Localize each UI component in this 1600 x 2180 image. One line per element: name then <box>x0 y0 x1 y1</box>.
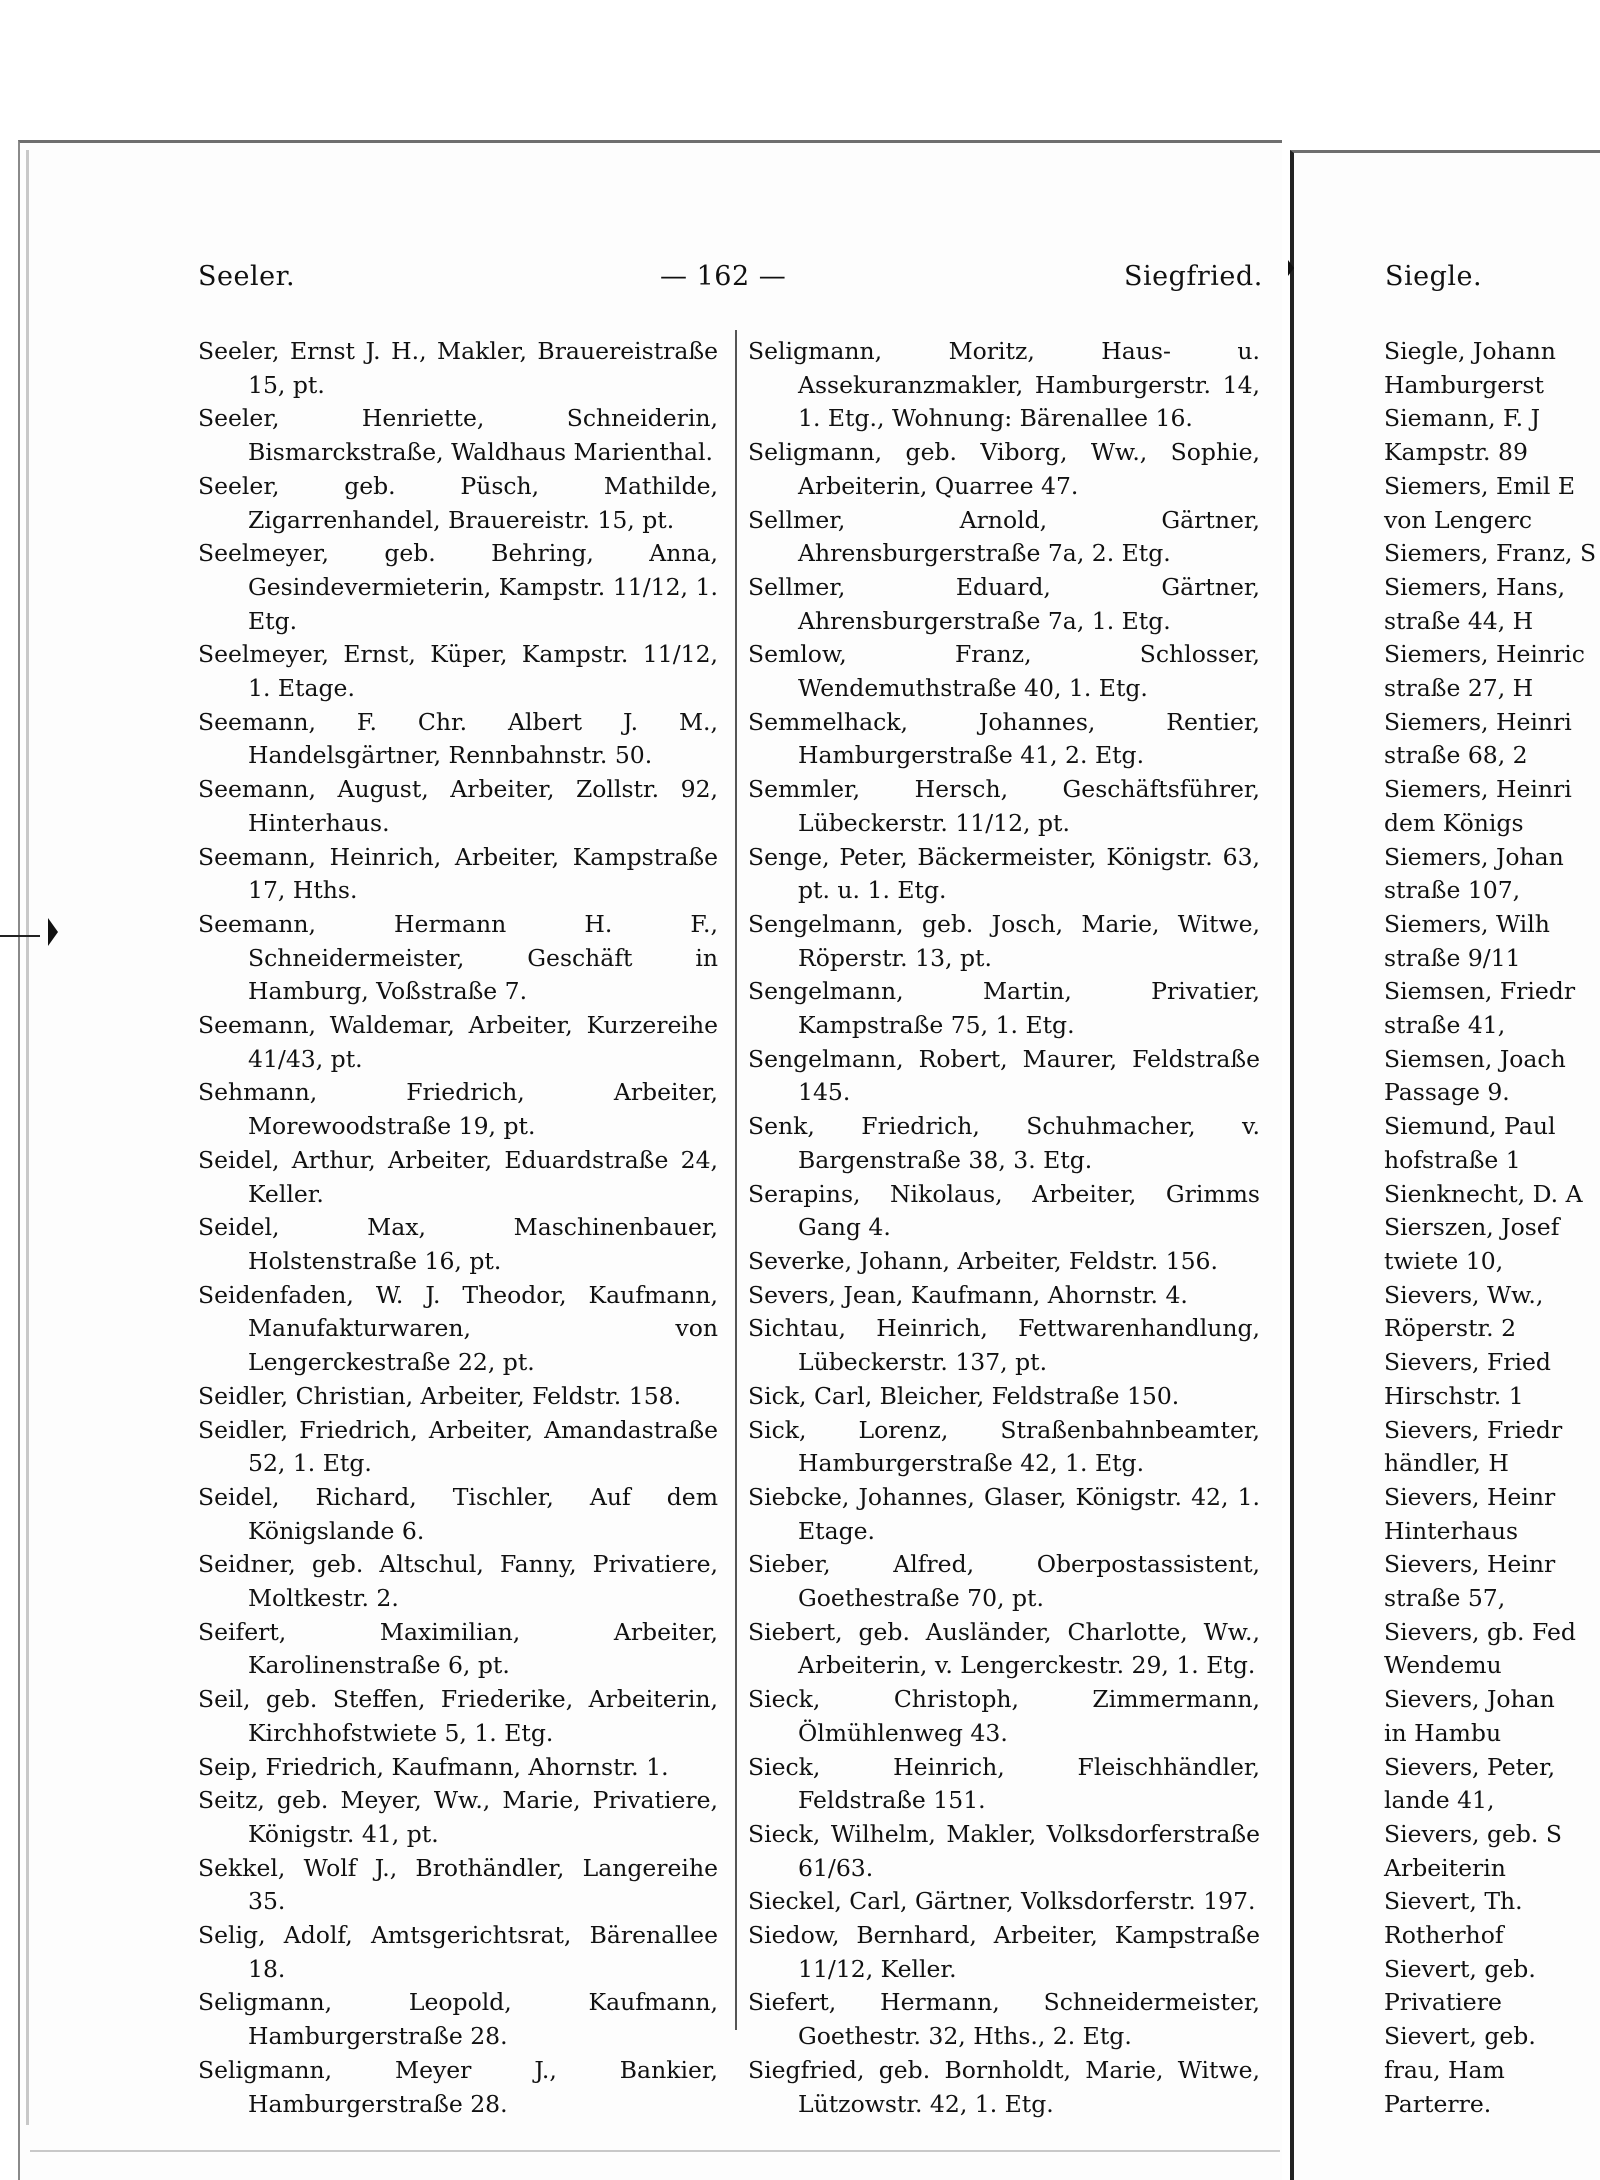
directory-entry: Siemers, Hans, <box>1384 572 1566 601</box>
directory-entry: Semmler, Hersch, Geschäftsführer, Lübeckerstr. 11/12, pt. <box>748 775 1260 837</box>
directory-entry: Senge, Peter, Bäckermeister, Königstr. 63, pt. u. 1. Etg. <box>748 842 1260 905</box>
directory-entry: Siegfried, geb. Bornholdt, Marie, Witwe, Lützowstr. 42, 1. Etg. <box>748 2055 1260 2118</box>
directory-entry: Siemers, Emil E <box>1384 471 1576 500</box>
directory-entry: Siemers, Heinri <box>1384 707 1572 736</box>
directory-entry: straße 27, H <box>1384 674 1534 703</box>
directory-entry: Senk, Friedrich, Schuhmacher, v. Bargenstraße 38, 3. Etg. <box>748 1112 1260 1174</box>
directory-entry: Sengelmann, Martin, Privatier, Kampstraße 75, 1. Etg. <box>748 977 1260 1040</box>
directory-entry: Sievers, Heinr <box>1384 1482 1556 1511</box>
directory-entry: Seemann, August, Arbeiter, Zollstr. 92, Hinterhaus. <box>198 775 718 837</box>
directory-entry: Sieck, Christoph, Zimmermann, Ölmühlenweg 43. <box>748 1685 1260 1747</box>
directory-entry: Sievers, Peter, <box>1384 1752 1556 1781</box>
directory-entry: händler, H <box>1384 1449 1509 1478</box>
directory-entry: Hamburgerst <box>1384 370 1544 399</box>
directory-entry: Sieckel, Carl, Gärtner, Volksdorferstr. 197. <box>748 1887 1256 1916</box>
directory-entry: Sievert, geb. <box>1384 1954 1536 1983</box>
directory-entry: Siemers, Heinri <box>1384 775 1572 804</box>
directory-entry: Seil, geb. Steffen, Friederike, Arbeiterin, Kirchhofstwiete 5, 1. Etg. <box>198 1685 718 1747</box>
directory-entry: Sievers, Johan <box>1384 1685 1555 1714</box>
directory-entry: Passage 9. <box>1384 1078 1510 1107</box>
directory-entry: hofstraße 1 <box>1384 1145 1521 1174</box>
directory-entry: Seligmann, Moritz, Haus- u. Assekuranzmakler, Hamburgerstr. 14, 1. Etg., Wohnung: Bärenallee 16. <box>748 337 1260 433</box>
page-bottom-edge <box>30 2150 1280 2152</box>
directory-entry: Kampstr. 89 <box>1384 438 1528 467</box>
directory-entry: dem Königs <box>1384 808 1524 837</box>
directory-entry: straße 57, <box>1384 1584 1506 1613</box>
directory-entry: Sick, Carl, Bleicher, Feldstraße 150. <box>748 1381 1180 1410</box>
directory-entry: Sekkel, Wolf J., Brothändler, Langereihe 35. <box>198 1853 718 1916</box>
binding-edge-marker <box>48 918 58 946</box>
directory-entry: Sieck, Heinrich, Fleischhändler, Feldstraße 151. <box>748 1752 1260 1815</box>
directory-entry: Sieber, Alfred, Oberpostassistent, Goethestraße 70, pt. <box>748 1550 1260 1613</box>
directory-entry: Seidel, Arthur, Arbeiter, Eduardstraße 24, Keller. <box>198 1145 718 1208</box>
directory-entry: Hirschstr. 1 <box>1384 1381 1524 1410</box>
directory-entry: Sierszen, Josef <box>1384 1213 1560 1242</box>
directory-entry: Sieck, Wilhelm, Makler, Volksdorferstraße 61/63. <box>748 1819 1260 1882</box>
directory-entry: Seidler, Friedrich, Arbeiter, Amandastraße 52, 1. Etg. <box>198 1415 718 1478</box>
directory-entry: frau, Ham <box>1384 2055 1505 2084</box>
directory-entry: straße 9/11 <box>1384 943 1521 972</box>
directory-entry: Siebert, geb. Ausländer, Charlotte, Ww., Arbeiterin, v. Lengerckestr. 29, 1. Etg. <box>748 1617 1260 1680</box>
directory-entry: Hinterhaus <box>1384 1516 1519 1545</box>
directory-entry: Seeler, Henriette, Schneiderin, Bismarckstraße, Waldhaus Marienthal. <box>198 404 718 467</box>
directory-entry: Siemann, F. J <box>1384 404 1541 433</box>
directory-entry: Seidner, geb. Altschul, Fanny, Privatiere, Moltkestr. 2. <box>198 1550 718 1613</box>
directory-entry: Privatiere <box>1384 1988 1502 2017</box>
directory-entry: Seidel, Max, Maschinenbauer, Holstenstraße 16, pt. <box>198 1213 718 1275</box>
page-number: — 162 — <box>660 261 787 292</box>
directory-entry: von Lengerc <box>1384 505 1533 534</box>
next-page-header-keyword: Siegle. <box>1385 261 1483 292</box>
right-column <box>748 335 1260 2121</box>
directory-entry: Sievers, Ww., <box>1384 1280 1544 1309</box>
directory-entry: Sengelmann, Robert, Maurer, Feldstraße 145. <box>748 1044 1260 1107</box>
directory-entry: Seifert, Maximilian, Arbeiter, Karolinenstraße 6, pt. <box>198 1617 718 1680</box>
directory-entry: Sievers, geb. S <box>1384 1819 1562 1848</box>
directory-entry: Seidenfaden, W. J. Theodor, Kaufmann, Manufakturwaren, von Lengerckestraße 22, pt. <box>198 1280 718 1377</box>
directory-entry: Sellmer, Arnold, Gärtner, Ahrensburgerstraße 7a, 2. Etg. <box>748 505 1260 568</box>
directory-entry: straße 68, 2 <box>1384 741 1528 770</box>
directory-entry: twiete 10, <box>1384 1246 1504 1275</box>
directory-entry: straße 44, H <box>1384 606 1534 635</box>
directory-entry: Siemsen, Joach <box>1384 1044 1566 1073</box>
directory-entry: Seidel, Richard, Tischler, Auf dem Königslande 6. <box>198 1482 718 1545</box>
column-divider <box>735 330 737 2030</box>
next-page-column <box>1384 335 1600 2121</box>
directory-entry: Siemers, Franz, S <box>1384 539 1597 568</box>
directory-entry: Sehmann, Friedrich, Arbeiter, Morewoodstraße 19, pt. <box>198 1078 718 1141</box>
directory-entry: Seemann, Heinrich, Arbeiter, Kampstraße 17, Hths. <box>198 842 718 905</box>
directory-entry: Severke, Johann, Arbeiter, Feldstr. 156. <box>748 1246 1218 1275</box>
page-inner-edge <box>26 150 29 2125</box>
directory-entry: Sievers, Heinr <box>1384 1550 1556 1579</box>
directory-entry: Sellmer, Eduard, Gärtner, Ahrensburgerstraße 7a, 1. Etg. <box>748 572 1260 635</box>
directory-entry: Serapins, Nikolaus, Arbeiter, Grimms Gang 4. <box>748 1179 1260 1242</box>
directory-entry: Siefert, Hermann, Schneidermeister, Goethestr. 32, Hths., 2. Etg. <box>748 1988 1260 2051</box>
header-left-keyword: Seeler. <box>198 261 296 292</box>
directory-entry: Seligmann, geb. Viborg, Ww., Sophie, Arbeiterin, Quarree 47. <box>748 438 1260 500</box>
directory-entry: lande 41, <box>1384 1786 1495 1815</box>
directory-entry: Sick, Lorenz, Straßenbahnbeamter, Hamburgerstraße 42, 1. Etg. <box>748 1415 1260 1478</box>
directory-entry: Semlow, Franz, Schlosser, Wendemuthstraße 40, 1. Etg. <box>748 640 1260 703</box>
directory-entry: Seeler, Ernst J. H., Makler, Brauereistraße 15, pt. <box>198 337 718 399</box>
directory-entry: Siedow, Bernhard, Arbeiter, Kampstraße 11/12, Keller. <box>748 1921 1260 1983</box>
directory-entry: Siemers, Heinric <box>1384 640 1585 669</box>
directory-entry: Sievert, Th. <box>1384 1887 1523 1916</box>
directory-entry: Seip, Friedrich, Kaufmann, Ahornstr. 1. <box>198 1752 669 1781</box>
directory-entry: straße 107, <box>1384 876 1521 905</box>
directory-entry: Parterre. <box>1384 2089 1492 2118</box>
directory-entry: straße 41, <box>1384 1011 1506 1040</box>
directory-entry: Seemann, Waldemar, Arbeiter, Kurzereihe 41/43, pt. <box>198 1011 718 1073</box>
directory-entry: Röperstr. 2 <box>1384 1314 1517 1343</box>
directory-entry: Siemers, Johan <box>1384 842 1564 871</box>
header-right-keyword: Siegfried. <box>1124 261 1263 292</box>
directory-entry: Semmelhack, Johannes, Rentier, Hamburgerstraße 41, 2. Etg. <box>748 707 1260 770</box>
directory-entry: Seelmeyer, Ernst, Küper, Kampstr. 11/12, 1. Etage. <box>198 640 718 703</box>
directory-entry: Siegle, Johann <box>1384 337 1556 365</box>
directory-entry: Wendemu <box>1384 1651 1502 1680</box>
directory-entry: Sievers, gb. Fed <box>1384 1617 1576 1646</box>
directory-entry: Siemers, Wilh <box>1384 909 1550 938</box>
directory-entry: Seemann, F. Chr. Albert J. M., Handelsgärtner, Rennbahnstr. 50. <box>198 707 718 770</box>
directory-entry: Seidler, Christian, Arbeiter, Feldstr. 158. <box>198 1381 682 1410</box>
directory-entry: Sievers, Fried <box>1384 1348 1551 1377</box>
directory-entry: Seligmann, Meyer J., Bankier, Hamburgerstraße 28. <box>198 2055 718 2118</box>
directory-entry: Seelmeyer, geb. Behring, Anna, Gesindevermieterin, Kampstr. 11/12, 1. Etg. <box>198 539 718 635</box>
directory-entry: Seeler, geb. Püsch, Mathilde, Zigarrenhandel, Brauereistr. 15, pt. <box>198 471 718 534</box>
left-column <box>198 335 718 2121</box>
directory-entry: Sienknecht, D. A <box>1384 1179 1583 1208</box>
directory-entry: Arbeiterin <box>1384 1853 1506 1882</box>
directory-entry: Severs, Jean, Kaufmann, Ahornstr. 4. <box>748 1280 1188 1309</box>
directory-entry: Siebcke, Johannes, Glaser, Königstr. 42, 1. Etage. <box>748 1482 1260 1545</box>
directory-entry: Sievers, Friedr <box>1384 1415 1563 1444</box>
directory-entry: Selig, Adolf, Amtsgerichtsrat, Bärenallee 18. <box>198 1921 718 1983</box>
directory-entry: Seemann, Hermann H. F., Schneidermeister, Geschäft in Hamburg, Voßstraße 7. <box>198 909 718 1006</box>
directory-entry: Seitz, geb. Meyer, Ww., Marie, Privatiere, Königstr. 41, pt. <box>198 1786 718 1848</box>
next-page-marker <box>1288 260 1294 276</box>
binding-edge-line <box>0 935 40 937</box>
directory-entry: Sichtau, Heinrich, Fettwarenhandlung, Lübeckerstr. 137, pt. <box>748 1314 1260 1377</box>
directory-entry: Sengelmann, geb. Josch, Marie, Witwe, Röperstr. 13, pt. <box>748 909 1260 972</box>
directory-entry: Siemund, Paul <box>1384 1112 1556 1141</box>
directory-entry: Siemsen, Friedr <box>1384 977 1576 1006</box>
directory-entry: Rotherhof <box>1384 1921 1504 1950</box>
directory-entry: Sievert, geb. <box>1384 2022 1536 2051</box>
directory-entry: Seligmann, Leopold, Kaufmann, Hamburgerstraße 28. <box>198 1988 718 2051</box>
directory-entry: in Hambu <box>1384 1718 1502 1747</box>
